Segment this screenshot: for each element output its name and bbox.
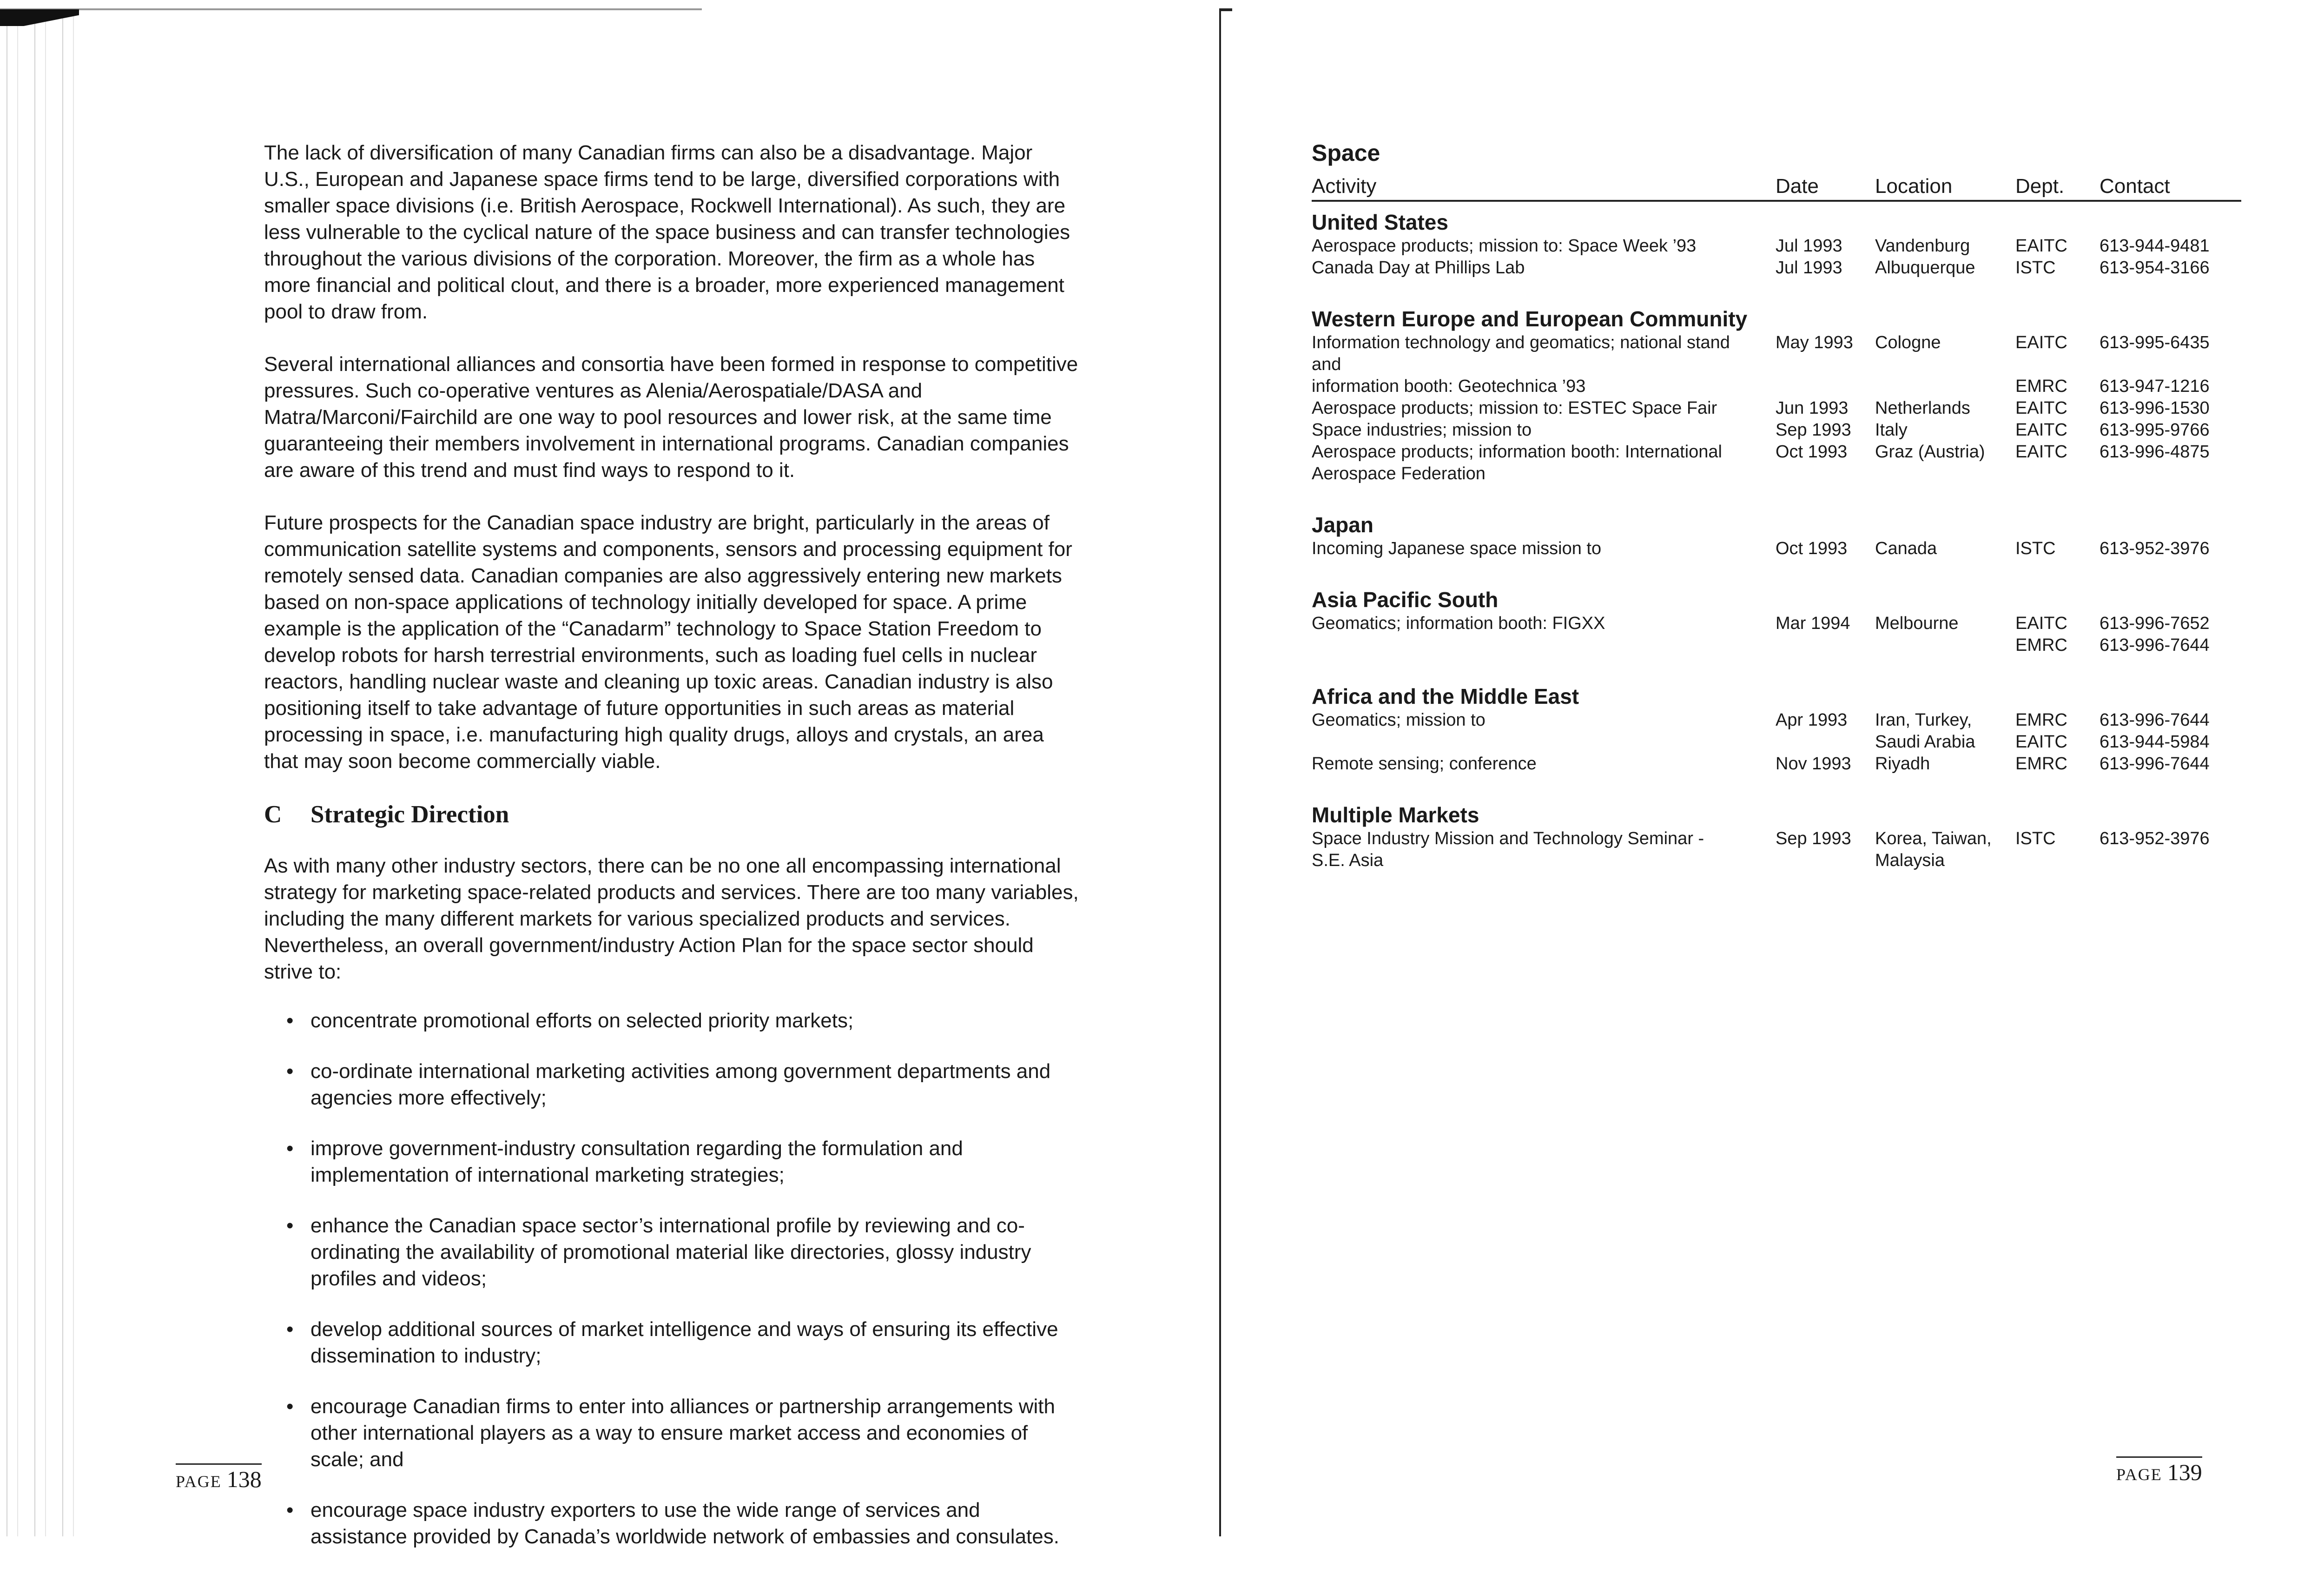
- bullet-glyph: •: [286, 1395, 294, 1418]
- paragraph: Future prospects for the Canadian space industry are bright, particularly in the areas of communication satellite systems and components, sensors and processing equipment for remotely sensed data. Canadian companies are also aggressively entering new markets based on non-space applications of technology initially developed for space. A prime example is the application of the “Canadarm” technology to Space Station Freedom to develop robots for harsh terrestrial environments, such as loading fuel cells in nuclear reactors, handling nuclear waste and cleaning up toxic areas. Canadian industry is also positioning itself to take advantage of future opportunities in such areas as material processing in space, i.e. manufacturing high quality drugs, alloys and crystals, an area that may soon become commercially viable.: [264, 511, 1072, 773]
- cell-dept: EAITC: [2015, 442, 2067, 462]
- top-edge-rule: [0, 8, 702, 10]
- cell-dept: ISTC: [2015, 258, 2056, 278]
- cell-contact: 613-995-6435: [2100, 333, 2210, 352]
- table-row: [1312, 235, 2241, 257]
- cell-date: Oct 1993: [1776, 539, 1848, 558]
- bullet-glyph: •: [286, 1060, 294, 1083]
- bullet-glyph: •: [286, 1499, 294, 1521]
- list-item: • encourage Canadian firms to enter into alliances or partnership arrangements with other international players as a way to ensure market access and economies of scale; and: [264, 1393, 1082, 1473]
- table-row: [1312, 397, 2241, 419]
- cell-date: Apr 1993: [1776, 710, 1848, 730]
- table-row: [1312, 257, 2241, 279]
- cell-dept: EAITC: [2015, 333, 2067, 352]
- table-row: [1312, 376, 2241, 397]
- header-contact: Contact: [2100, 175, 2170, 198]
- cell-dept: EMRC: [2015, 710, 2067, 730]
- cell-contact: 613-944-5984: [2100, 732, 2210, 752]
- page-number-left: PAGE 138: [176, 1463, 262, 1493]
- section-intro: As with many other industry sectors, there can be no one all encompassing international strategy for marketing space-related products and services. There are too many variables, including the many different markets for various specialized products and services. Nevertheless, an overall government/industry Action Plan for the space sector should strive to:: [264, 854, 1079, 983]
- cell-activity: Geomatics; information booth: FIGXX: [1312, 614, 1605, 633]
- section-heading: [264, 800, 1082, 828]
- cell-contact: 613-996-1530: [2100, 398, 2210, 418]
- cell-activity: Aerospace products; mission to: Space Week ’93: [1312, 236, 1697, 256]
- cell-dept: EAITC: [2015, 236, 2067, 256]
- header-activity: Activity: [1312, 175, 1377, 198]
- table-row: [1312, 635, 2241, 656]
- table-row: [1312, 538, 2241, 560]
- section-letter: C: [264, 801, 282, 828]
- cell-contact: 613-944-9481: [2100, 236, 2210, 256]
- paragraph: The lack of diversification of many Canadian firms can also be a disadvantage. Major U.S., European and Japanese space firms tend to be large, diversified corporations with smaller space divisions (i.e. British Aerospace, Rockwell International). As such, they are less vulnerable to the cyclical nature of the space business and can transfer technologies throughout the various divisions of the corporation. Moreover, the firm as a whole has more financial and political clout, and there is a broader, more experienced management pool to draw from.: [264, 141, 1070, 323]
- list-item: • concentrate promotional efforts on selected priority markets;: [264, 1007, 1082, 1034]
- bullet-glyph: •: [286, 1009, 294, 1032]
- cell-dept: EMRC: [2015, 377, 2067, 396]
- cell-contact: 613-996-7644: [2100, 710, 2210, 730]
- cell-activity: S.E. Asia: [1312, 851, 1384, 870]
- right-page: [1312, 139, 2241, 872]
- cell-dept: EAITC: [2015, 398, 2067, 418]
- cell-activity: Canada Day at Phillips Lab: [1312, 258, 1525, 278]
- bullet-glyph: •: [286, 1137, 294, 1160]
- cell-contact: 613-954-3166: [2100, 258, 2210, 278]
- header-dept: Dept.: [2015, 175, 2065, 198]
- page-gutter-line: [1219, 9, 1221, 1536]
- cell-location: Albuquerque: [1875, 258, 1975, 278]
- cell-activity: Information technology and geomatics; national stand and: [1312, 333, 1730, 374]
- header-date: Date: [1776, 175, 1819, 198]
- group-title: United States: [1312, 210, 1448, 234]
- table-body: [1312, 210, 2241, 872]
- cell-activity: [1312, 635, 1753, 656]
- group-spacer: [1312, 775, 2241, 794]
- bullet-glyph: •: [286, 1214, 294, 1237]
- cell-location: Graz (Austria): [1875, 442, 1985, 462]
- table-group: [1312, 588, 2241, 656]
- list-item: • co-ordinate international marketing activities among government departments and agencies more effectively;: [264, 1058, 1082, 1111]
- cell-contact: 613-996-7644: [2100, 635, 2210, 655]
- cell-location: Cologne: [1875, 333, 1941, 352]
- cell-activity: Aerospace products; information booth: International: [1312, 442, 1722, 462]
- cell-contact: 613-947-1216: [2100, 377, 2210, 396]
- table-row: [1312, 419, 2241, 441]
- section-title: Strategic Direction: [310, 801, 509, 828]
- header-location: Location: [1875, 175, 1953, 198]
- group-spacer: [1312, 485, 2241, 504]
- cell-date: May 1993: [1776, 333, 1853, 352]
- cell-contact: 613-996-4875: [2100, 442, 2210, 462]
- cell-date: Jun 1993: [1776, 398, 1849, 418]
- cell-location: Riyadh: [1875, 754, 1930, 774]
- cell-dept: EMRC: [2015, 635, 2067, 655]
- cell-date: Mar 1994: [1776, 614, 1850, 633]
- cell-location: Canada: [1875, 539, 1937, 558]
- table-group: [1312, 513, 2241, 560]
- group-title: Multiple Markets: [1312, 803, 1479, 827]
- cell-dept: ISTC: [2015, 539, 2056, 558]
- table-row: [1312, 332, 2241, 376]
- cell-activity: Space Industry Mission and Technology Seminar -: [1312, 829, 1704, 848]
- table-row: [1312, 828, 2241, 850]
- cell-activity: Geomatics; mission to: [1312, 710, 1486, 730]
- page-number-right: PAGE 139: [2116, 1456, 2202, 1486]
- paragraph: Several international alliances and consortia have been formed in response to competitive pressures. Such co-operative ventures as Alenia/Aerospatiale/DASA and Matra/Marconi/Fairchild are one way to pool resources and lower risk, at the same time guaranteeing their members involvement in international programs. Canadian companies are aware of this trend and must find ways to respond to it.: [264, 353, 1078, 482]
- cell-location: Netherlands: [1875, 398, 1970, 418]
- cell-location: Iran, Turkey,: [1875, 710, 1972, 730]
- table-group: [1312, 307, 2241, 485]
- cell-activity: [1312, 731, 1753, 753]
- table-row: [1312, 709, 2241, 731]
- table-row: [1312, 463, 2241, 485]
- cell-dept: EMRC: [2015, 754, 2067, 774]
- cell-location: Vandenburg: [1875, 236, 1970, 256]
- group-spacer: [1312, 656, 2241, 676]
- table-row: [1312, 613, 2241, 635]
- cell-date: Oct 1993: [1776, 442, 1848, 462]
- cell-dept: EAITC: [2015, 614, 2067, 633]
- cell-date: Jul 1993: [1776, 258, 1842, 278]
- table-row: [1312, 731, 2241, 753]
- group-title: Africa and the Middle East: [1312, 684, 1579, 708]
- cell-contact: 613-952-3976: [2100, 539, 2210, 558]
- cell-location: Italy: [1875, 420, 1908, 440]
- cell-activity: Incoming Japanese space mission to: [1312, 539, 1602, 558]
- table-row: [1312, 753, 2241, 775]
- cell-date: Sep 1993: [1776, 420, 1851, 440]
- cell-contact: 613-996-7652: [2100, 614, 2210, 633]
- cell-date: Sep 1993: [1776, 829, 1851, 848]
- group-title: Asia Pacific South: [1312, 588, 1499, 612]
- table-group: [1312, 210, 2241, 279]
- table-header: [1312, 172, 2241, 202]
- list-item: • improve government-industry consultation regarding the formulation and implementation of international marketing strategies;: [264, 1135, 1082, 1188]
- binding-shadow: [0, 9, 79, 1536]
- cell-dept: ISTC: [2015, 829, 2056, 848]
- table-row: [1312, 850, 2241, 872]
- cell-location: Malaysia: [1875, 851, 1945, 870]
- group-title: Japan: [1312, 513, 1373, 537]
- cell-date: Jul 1993: [1776, 236, 1842, 256]
- table-group: [1312, 684, 2241, 775]
- group-spacer: [1312, 560, 2241, 579]
- cell-activity: Remote sensing; conference: [1312, 754, 1537, 774]
- page-gutter-tick: [1219, 8, 1232, 11]
- cell-contact: 613-996-7644: [2100, 754, 2210, 774]
- table-title: Space: [1312, 140, 1380, 166]
- list-item: • enhance the Canadian space sector’s international profile by reviewing and co-ordinating the availability of promotional material like directories, glossy industry profiles and videos;: [264, 1212, 1082, 1292]
- bullet-glyph: •: [286, 1318, 294, 1341]
- list-item: • develop additional sources of market intelligence and ways of ensuring its effective dissemination to industry;: [264, 1316, 1082, 1369]
- cell-location: Saudi Arabia: [1875, 732, 1975, 752]
- list-item: • encourage space industry exporters to use the wide range of services and assistance provided by Canada’s worldwide network of embassies and consulates.: [264, 1497, 1082, 1550]
- cell-activity: Aerospace Federation: [1312, 464, 1486, 483]
- cell-activity: information booth: Geotechnica ’93: [1312, 377, 1586, 396]
- group-title: Western Europe and European Community: [1312, 307, 1748, 331]
- cell-dept: EAITC: [2015, 732, 2067, 752]
- cell-dept: EAITC: [2015, 420, 2067, 440]
- table-row: [1312, 441, 2241, 463]
- cell-activity: Space industries; mission to: [1312, 420, 1532, 440]
- cell-date: Nov 1993: [1776, 754, 1851, 774]
- left-page: [264, 139, 1082, 1574]
- cell-contact: 613-952-3976: [2100, 829, 2210, 848]
- cell-location: Korea, Taiwan,: [1875, 829, 1992, 848]
- cell-location: Melbourne: [1875, 614, 1959, 633]
- table-group: [1312, 803, 2241, 872]
- group-spacer: [1312, 279, 2241, 298]
- cell-contact: 613-995-9766: [2100, 420, 2210, 440]
- strategy-list: [264, 1007, 1082, 1550]
- cell-activity: Aerospace products; mission to: ESTEC Space Fair: [1312, 398, 1717, 418]
